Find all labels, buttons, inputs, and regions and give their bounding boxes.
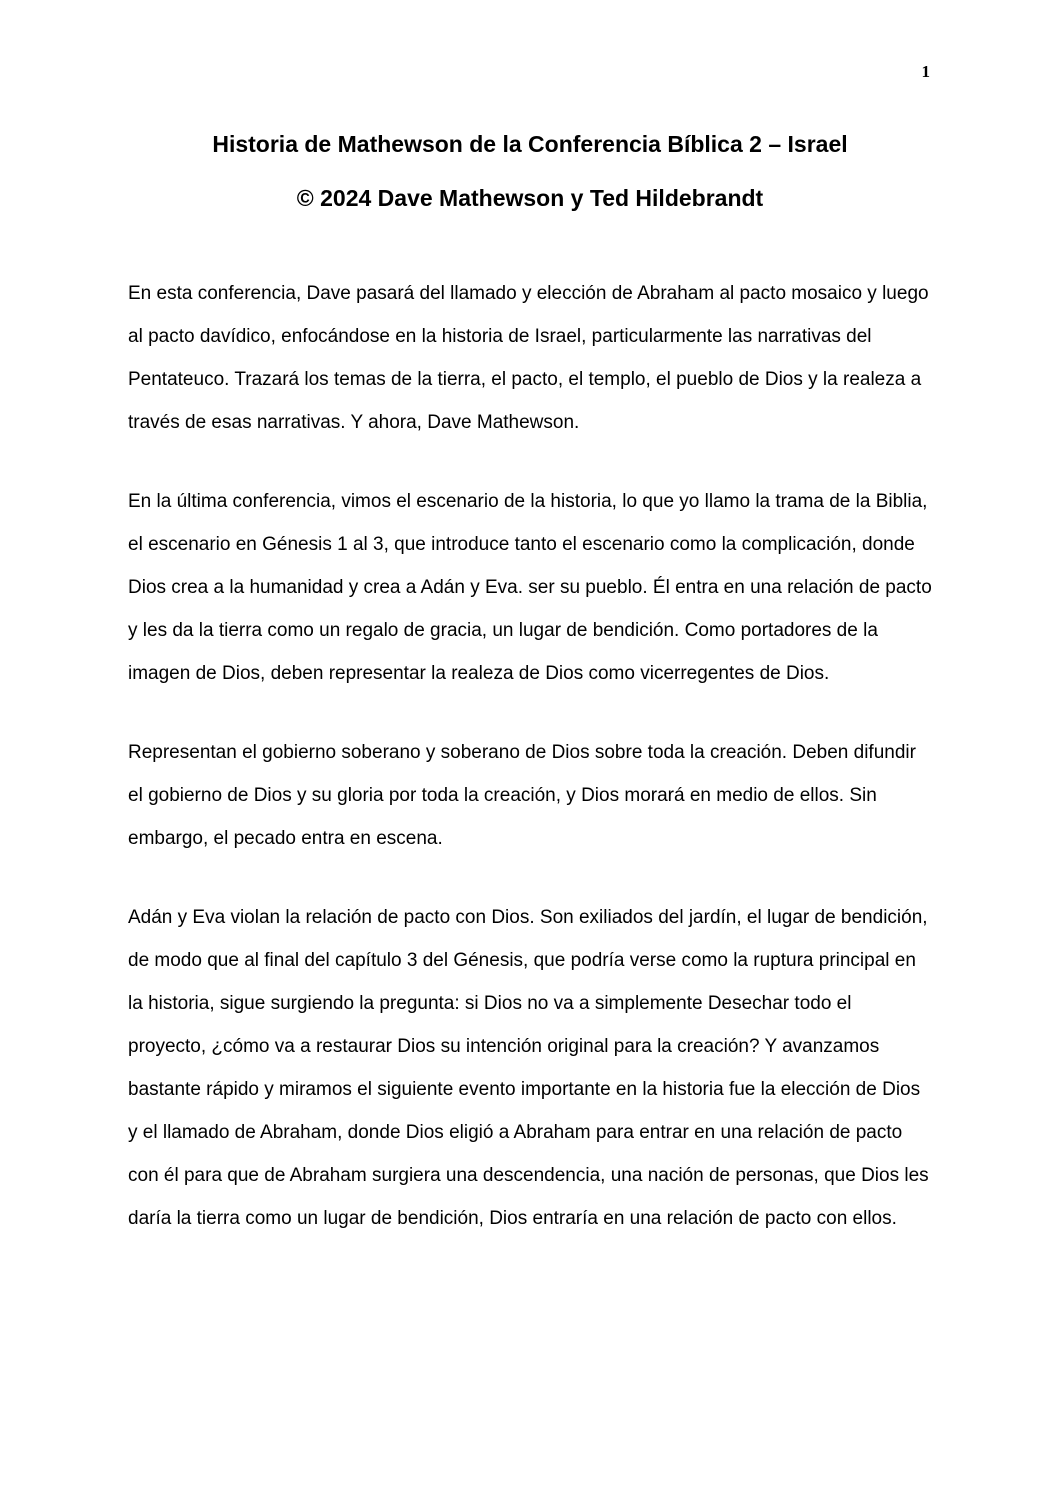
document-title: Historia de Mathewson de la Conferencia Bíblica 2 – Israel: [212, 131, 848, 157]
page-number: 1: [921, 62, 930, 81]
body-paragraph-4: Adán y Eva violan la relación de pacto con Dios. Son exiliados del jardín, el lugar de bendición, de modo que al final del capítulo 3 del Génesis, que podría verse como la ruptura principal en la historia, sigue surgiendo la pregunta: si Dios no va a simplemente Desechar todo el proyecto, ¿cómo va a restaurar Dios su intención original para la creación? Y avanzamos bastante rápido y miramos el siguiente evento importante en la historia fue la elección de Dios y el llamado de Abraham, donde Dios eligió a Abraham para entrar en una relación de pacto con él para que de Abraham surgiera una descendencia, una nación de personas, que Dios les daría la tierra como un lugar de bendición, Dios entraría en una relación de pacto con ellos.: [128, 907, 929, 1229]
copyright-line: © 2024 Dave Mathewson y Ted Hildebrandt: [296, 185, 764, 211]
body-paragraph-1: En esta conferencia, Dave pasará del llamado y elección de Abraham al pacto mosaico y luego al pacto davídico, enfocándose en la historia de Israel, particularmente las narrativas del Pentateuco. Trazará los temas de la tierra, el pacto, el templo, el pueblo de Dios y la realeza a través de esas narrativas. Y ahora, Dave Mathewson.: [128, 283, 929, 433]
document-header: [128, 130, 932, 212]
document-body: [128, 272, 934, 1240]
body-paragraph-2: En la última conferencia, vimos el escenario de la historia, lo que yo llamo la trama de la Biblia, el escenario en Génesis 1 al 3, que introduce tanto el escenario como la complicación, donde Dios crea a la humanidad y crea a Adán y Eva. ser su pueblo. Él entra en una relación de pacto y les da la tierra como un regalo de gracia, un lugar de bendición. Como portadores de la imagen de Dios, deben representar la realeza de Dios como vicerregentes de Dios.: [128, 491, 932, 684]
body-paragraph-3: Representan el gobierno soberano y soberano de Dios sobre toda la creación. Deben difundir el gobierno de Dios y su gloria por toda la creación, y Dios morará en medio de ellos. Sin embargo, el pecado entra en escena.: [128, 742, 916, 849]
